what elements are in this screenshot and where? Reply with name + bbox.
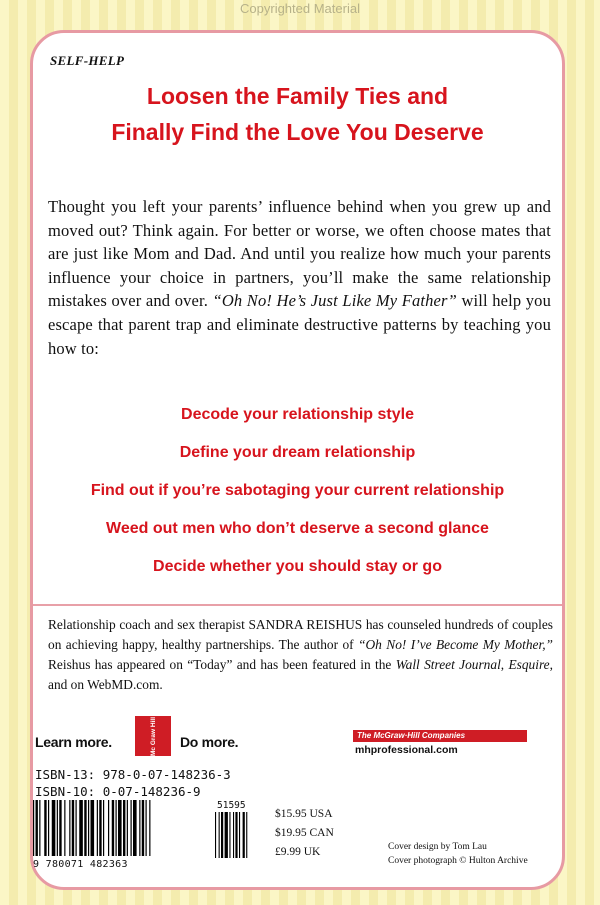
- barcode-area: [33, 800, 263, 875]
- slogan-do-more: Do more.: [180, 734, 239, 750]
- isbn-13: ISBN-13: 978-0-07-148236-3: [35, 767, 231, 782]
- section-divider: [33, 604, 562, 606]
- price-list: [275, 805, 334, 862]
- intro-text-2: will help you escape that parent trap and eliminate destructive patterns by teaching you how to:: [48, 291, 551, 358]
- price-can: $19.95 CAN: [275, 827, 334, 839]
- intro-text-1: Thought you left your parents’ influence behind when you grew up and moved out? Think again. For better or worse, we often choose mates that are just like Mom and Dad. And until you realize how much your parents influence your choice in partners, you’ll make the same relationship mistakes over and over.: [48, 197, 551, 311]
- cover-credits: [388, 840, 528, 868]
- intro-paragraph: [48, 195, 551, 360]
- benefit-item: Define your dream relationship: [179, 444, 416, 461]
- publisher-banner: The McGraw·Hill Companies: [353, 730, 527, 742]
- barcode-addon-digits: 51595: [217, 800, 246, 811]
- benefit-item: Decide whether you should stay or go: [153, 558, 442, 575]
- bio-previous-book: “Oh No! I’ve Become My Mother,”: [358, 637, 554, 652]
- headline: [33, 78, 562, 150]
- price-uk: £9.99 UK: [275, 846, 321, 858]
- publisher-row: [35, 716, 540, 756]
- cover-photo-credit: Cover photograph © Hulton Archive: [388, 856, 528, 866]
- headline-line-1: Loosen the Family Ties and: [146, 83, 449, 109]
- book-title: “Oh No! He’s Just Like My Father”: [212, 291, 457, 311]
- back-cover-panel: [30, 30, 565, 890]
- category-label: SELF-HELP: [50, 53, 125, 68]
- price-usa: $15.95 USA: [275, 808, 333, 820]
- benefit-item: Decode your relationship style: [181, 406, 414, 423]
- isbn-10: ISBN-10: 0-07-148236-9: [35, 784, 201, 799]
- copyright-notice: Copyrighted Material: [240, 1, 360, 16]
- bio-text: Reishus has appeared on “Today” and has been featured in the: [48, 657, 396, 672]
- bio-text: Relationship coach and sex therapist SANDRA REISHUS has counseled hundreds of couples on achieving happy, healthy partnerships. The author of: [48, 617, 553, 652]
- logo-text: Mc Graw Hill: [149, 716, 157, 756]
- barcode-digits: 9 780071 482363: [33, 859, 128, 870]
- bio-esquire: Esquire: [508, 657, 550, 672]
- benefit-item: Weed out men who don’t deserve a second glance: [106, 520, 489, 537]
- slogan-learn-more: Learn more.: [35, 734, 112, 750]
- cover-design-credit: Cover design by Tom Lau: [388, 842, 487, 852]
- benefit-item: Find out if you’re sabotaging your current relationship: [90, 482, 505, 499]
- benefit-list: [33, 396, 562, 586]
- author-bio: [48, 615, 553, 695]
- bio-text: ,: [500, 657, 509, 672]
- bio-text: , and on WebMD.com.: [48, 657, 553, 692]
- bio-wsj: Wall Street Journal: [395, 657, 501, 672]
- headline-line-2: Finally Find the Love You Deserve: [111, 119, 484, 145]
- publisher-url: mhprofessional.com: [355, 744, 458, 756]
- mcgraw-hill-logo: [135, 716, 171, 756]
